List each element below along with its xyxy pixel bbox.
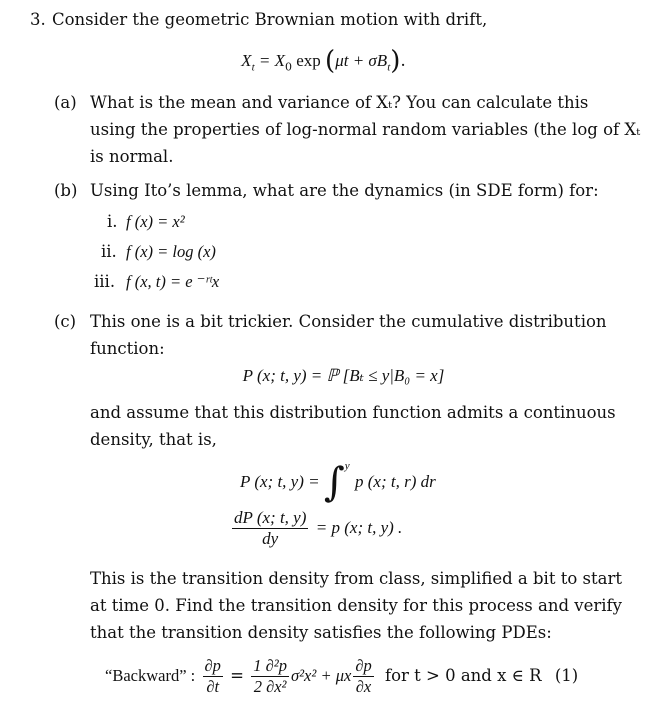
backward-label: “Backward” : — [105, 666, 196, 685]
gbm-rhs-sub: 0 — [284, 60, 292, 74]
gbm-inner: μt + σB — [335, 51, 388, 70]
part-a-line2: using the properties of log-normal random variables (the log of Xₜ — [90, 120, 641, 139]
gbm-open-paren: ( — [325, 46, 336, 76]
part-c-line5: This is the transition density from class, simplified a bit to start — [90, 569, 622, 588]
part-b-item-3-expr: f (x, t) = e ⁻ʳᵗx — [126, 272, 220, 291]
derivative-rhs: = p (x; t, y) . — [315, 518, 403, 537]
part-a-label: (a) — [54, 93, 77, 112]
gbm-rhs-start: = X — [254, 51, 285, 70]
backward-frac1 — [203, 656, 223, 697]
part-b-item-1-expr: f (x) = x² — [126, 212, 185, 231]
integral-upper: y — [344, 460, 350, 472]
backward-den3: ∂x — [355, 677, 372, 696]
backward-frac2 — [251, 656, 289, 697]
part-c-line3: and assume that this distribution function admits a continuous — [90, 403, 616, 422]
part-c-line1: This one is a bit trickier. Consider the cumulative distribution — [90, 312, 607, 331]
density-integrand: p (x; t, r) dr — [355, 472, 436, 491]
backward-den1: ∂t — [206, 677, 220, 696]
backward-condition: for t > 0 and x ∈ R — [384, 666, 542, 685]
derivative-den: dy — [262, 529, 279, 548]
backward-equals: = — [230, 666, 244, 685]
part-c-line4: density, that is, — [90, 430, 217, 449]
part-b-item-2-label: ii. — [101, 242, 117, 261]
problem-intro: Consider the geometric Brownian motion with drift, — [52, 10, 488, 29]
gbm-close-paren: ) — [390, 46, 401, 76]
derivative-fraction — [232, 508, 308, 549]
density-lhs: P (x; t, y) = — [240, 472, 324, 491]
gbm-lhs-sub: t — [251, 61, 255, 74]
backward-equation — [105, 656, 578, 697]
part-c-line2: function: — [90, 339, 165, 358]
part-c-line6: at time 0. Find the transition density for this process and verify — [90, 596, 622, 615]
derivative-equation — [230, 508, 402, 549]
backward-mid: σ²x² + μx — [290, 666, 352, 685]
backward-den2: 2 ∂x² — [253, 677, 287, 696]
cdf-equation: P (x; t, y) = ℙ [Bₜ ≤ y|B₀ = x] — [242, 366, 445, 385]
integral-icon: ∫ — [323, 459, 345, 506]
part-c-line7: that the transition density satisfies the following PDEs: — [90, 623, 552, 642]
part-a-line3: is normal. — [90, 147, 174, 166]
gbm-equation — [0, 46, 647, 76]
gbm-exp: exp — [291, 51, 326, 70]
backward-num2: 1 ∂²p — [253, 656, 287, 675]
derivative-num: dP (x; t, y) — [234, 508, 307, 527]
gbm-period: . — [400, 51, 406, 71]
part-b-label: (b) — [54, 181, 78, 200]
part-b-item-2-expr: f (x) = log (x) — [126, 242, 216, 261]
backward-num1: ∂p — [204, 656, 221, 675]
part-a-line1: What is the mean and variance of Xₜ? You can calculate this — [90, 93, 589, 112]
part-b-line1: Using Ito’s lemma, what are the dynamics (in SDE form) for: — [90, 181, 599, 200]
equation-tag: (1) — [554, 666, 579, 685]
backward-frac3 — [353, 656, 373, 697]
part-b-item-3-label: iii. — [94, 272, 116, 291]
gbm-lhs: X — [241, 51, 252, 70]
gbm-inner-sub: t — [387, 61, 391, 74]
part-c-label: (c) — [54, 312, 77, 331]
backward-num3: ∂p — [355, 656, 372, 675]
problem-number: 3. — [30, 10, 46, 29]
part-b-item-1-label: i. — [107, 212, 118, 231]
density-equation — [240, 459, 436, 506]
